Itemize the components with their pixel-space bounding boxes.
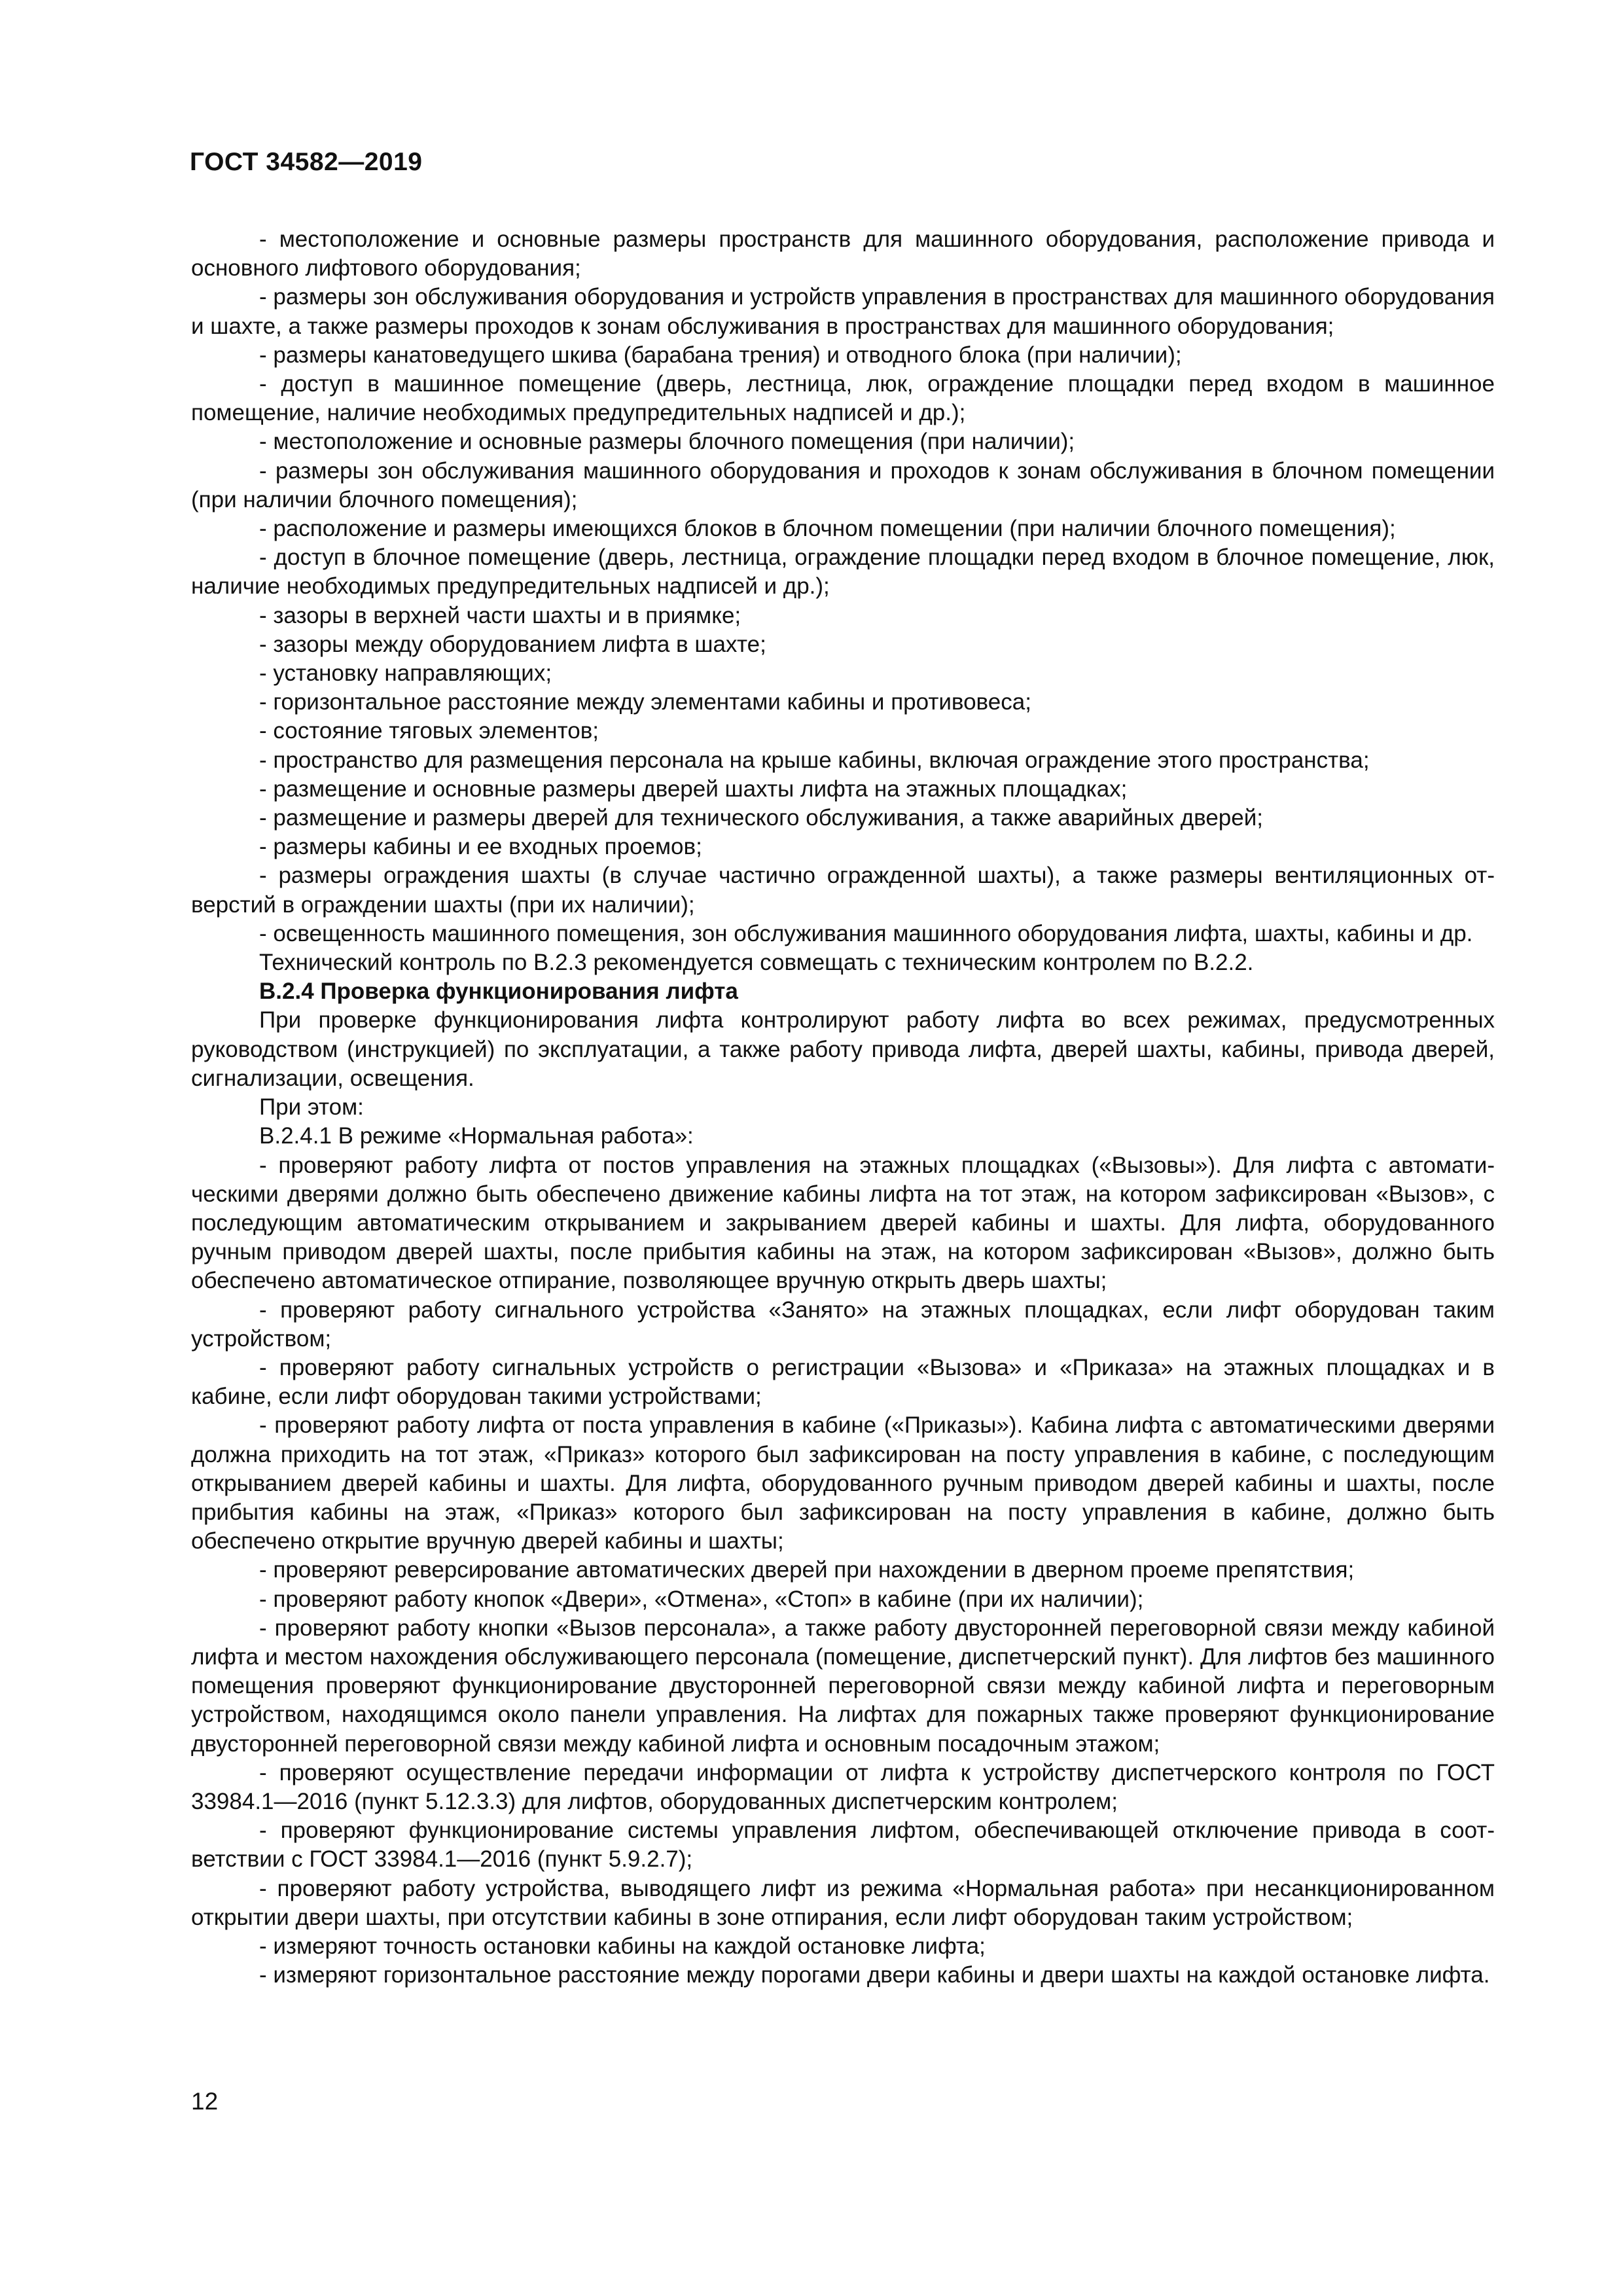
paragraph: - проверяют функционирование системы управления лифтом, обеспечивающей отключение привода в соответствии с ГОСТ 33984.1—2016 (пункт 5.9.2.7); [191, 1818, 1495, 1873]
paragraph: - зазоры между оборудованием лифта в шахте; [259, 631, 766, 657]
paragraph: - доступ в машинное помещение (дверь, лестница, люк, ограждение площадки перед входом в машинное помещение, наличие необходимых предупредительных надписей и др.); [191, 371, 1495, 426]
paragraph: - местоположение и основные размеры блочного помещения (при наличии); [259, 429, 1075, 455]
paragraph: - освещенность машинного помещения, зон обслуживания машинного оборудования лифта, шахты, кабины и др. [259, 920, 1473, 946]
paragraph: - проверяют работу лифта от постов управления на этажных площадках («Вызовы»). Для лифта с автоматическими дверями должно быть обеспечено движение кабины лифта на тот этаж, на котором зафиксирован «Вызов», с последующим автоматическим открыванием и закрыванием дверей кабины и шахты. Для лифта, оборудованного ручным приводом дверей шахты, после прибытия кабины на этаж, на котором зафиксирован «Вызов», должно быть обеспечено автоматическое отпирание, позволяющее вручную открыть дверь шахты; [191, 1152, 1495, 1294]
paragraph: - размеры зон обслуживания оборудования и устройств управления в пространствах для машинного оборудования и шахте, а также размеры проходов к зонам обслуживания в пространствах для машинного оборудования; [191, 284, 1495, 339]
paragraph: - расположение и размеры имеющихся блоков в блочном помещении (при наличии блочного помещения); [259, 516, 1396, 542]
paragraph: - размеры зон обслуживания машинного оборудования и проходов к зонам обслуживания в блочном помещении (при наличии блочного помещения); [191, 457, 1495, 512]
page-number: 12 [191, 2088, 219, 2115]
paragraph: - проверяют работу устройства, выводящего лифт из режима «Нормальная работа» при несанкционированном открытии двери шахты, при отсутствии кабины в зоне отпирания, если лифт оборудован таким устройством; [191, 1875, 1495, 1930]
paragraph: - размеры кабины и ее входных проемов; [259, 834, 702, 860]
paragraph: - проверяют работу лифта от поста управления в кабине («Приказы»). Кабина лифта с автоматическими дверями должна приходить на тот этаж, «Приказ» которого был зафиксирован на посту управления в кабине, с последующим открыванием дверей кабины и шахты. Для лифта, оборудованного ручным приводом дверей кабины и шахты, после прибытия кабины на этаж, «Приказ» которого был зафиксирован на посту управления в кабине, должно быть обеспечено открытие вручную дверей кабины и шахты; [191, 1412, 1495, 1554]
paragraph: - проверяют осуществление передачи информации от лифта к устройству диспетчерского контроля по ГОСТ 33984.1—2016 (пункт 5.12.3.3) для лифтов, оборудованных диспетчерским контролем; [191, 1759, 1495, 1814]
paragraph: - доступ в блочное помещение (дверь, лестница, ограждение площадки перед входом в блочное помещение, люк, наличие необходимых предупредительных надписей и др.); [191, 545, 1495, 600]
paragraph: - размеры ограждения шахты (в случае частично огражденной шахты), а также размеры вентиляционных отверстий в ограждении шахты (при их наличии); [191, 863, 1495, 918]
paragraph: - размещение и размеры дверей для технического обслуживания, а также аварийных дверей; [259, 805, 1264, 831]
paragraph: При этом: [259, 1094, 364, 1121]
paragraph: - измеряют горизонтальное расстояние между порогами двери кабины и двери шахты на каждой остановке лифта. [259, 1962, 1490, 1988]
document-code: ГОСТ 34582—2019 [190, 148, 423, 176]
paragraph: - проверяют работу кнопок «Двери», «Отмена», «Стоп» в кабине (при их наличии); [259, 1586, 1144, 1612]
paragraph: - проверяют работу кнопки «Вызов персонала», а также работу двусторонней переговорной связи между кабиной лифта и местом нахождения обслуживающего персонала (помещение, диспетчерский пункт). Для лифтов без машинного помещения проверяют функционирование двусторонней переговорной связи между кабиной лифта и переговорным устройством, находящимся около панели управления. На лифтах для пожарных также проверяют функционирование двусторонней переговорной связи между кабиной лифта и основным посадочным этажом; [191, 1615, 1495, 1757]
paragraph: При проверке функционирования лифта контролируют работу лифта во всех режимах, предусмотренных руководством (инструкцией) по эксплуатации, а также работу привода лифта, дверей шахты, кабины, привода дверей, сигнализации, освещения. [191, 1007, 1495, 1091]
paragraph: - установку направляющих; [259, 660, 552, 687]
paragraph: - размеры канатоведущего шкива (барабана трения) и отводного блока (при наличии); [259, 342, 1182, 368]
paragraph: - состояние тяговых элементов; [259, 718, 599, 744]
paragraph: - пространство для размещения персонала на крыше кабины, включая ограждение этого пространства; [259, 747, 1370, 773]
paragraph: - проверяют работу сигнального устройства «Занято» на этажных площадках, если лифт оборудован таким устройством; [191, 1297, 1495, 1352]
paragraph: - зазоры в верхней части шахты и в приямке; [259, 602, 741, 628]
paragraph: - местоположение и основные размеры пространств для машинного оборудования, расположение привода и основного лифтового оборудования; [191, 226, 1495, 281]
paragraph: - проверяют реверсирование автоматических дверей при нахождении в дверном проеме препятствия; [259, 1557, 1355, 1583]
subsection-heading: В.2.4.1 В режиме «Нормальная работа»: [259, 1123, 694, 1149]
section-heading: В.2.4 Проверка функционирования лифта [259, 978, 738, 1005]
paragraph: - горизонтальное расстояние между элементами кабины и противовеса; [259, 689, 1031, 715]
paragraph: - размещение и основные размеры дверей шахты лифта на этажных площадках; [259, 776, 1128, 802]
paragraph: - проверяют работу сигнальных устройств о регистрации «Вызова» и «Приказа» на этажных площадках и в кабине, если лифт оборудован такими устройствами; [191, 1354, 1495, 1410]
paragraph: - измеряют точность остановки кабины на каждой остановке лифта; [259, 1933, 986, 1959]
body-text [191, 225, 1495, 1990]
paragraph: Технический контроль по В.2.3 рекомендуется совмещать с техническим контролем по В.2.2. [259, 950, 1254, 976]
